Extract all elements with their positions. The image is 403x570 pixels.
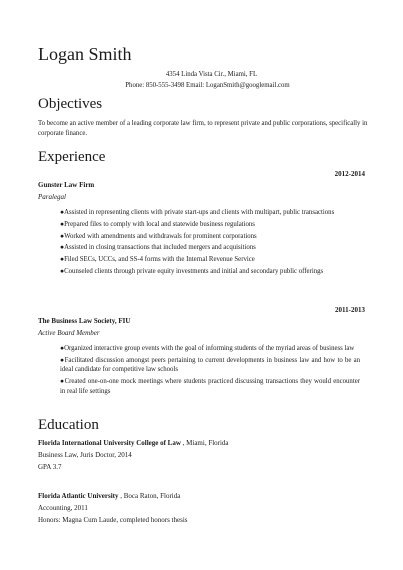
list-item <box>60 267 360 277</box>
bullet-text: Prepared files to comply with local and statewide business regulations <box>64 220 255 228</box>
job-date: 2011-2013 <box>335 306 365 314</box>
bullet-text: Facilitated discussion amongst peers pertaining to current developments in business law and how to be an ideal candidate for competitive law schools <box>60 356 361 374</box>
degree-line: Business Law, Juris Doctor, 2014 <box>38 451 132 459</box>
list-item <box>60 344 360 354</box>
bullet-text: Filed SECs, UCCs, and SS-4 forms with the Internal Revenue Service <box>64 256 255 264</box>
bullet-text: Organized interactive group events with the goal of informing students of the myriad areas of business law <box>64 345 355 352</box>
job-organization: Gunster Law Firm <box>38 181 95 189</box>
school-name: Florida Atlantic University <box>38 492 119 500</box>
candidate-name: Logan Smith <box>38 44 132 64</box>
bullet-text: Assisted in closing transactions that included mergers and acquisitions <box>64 244 256 252</box>
bullet-text: Counseled clients through private equity investments and initial and secondary public offerings <box>64 267 324 275</box>
school-location: , Boca Raton, Florida <box>118 492 181 500</box>
bullet-text: Worked with amendments and withdrawals for prominent corporations <box>64 232 257 240</box>
list-item <box>60 243 360 253</box>
experience-heading: Experience <box>38 149 106 165</box>
bullet-icon: ● <box>60 232 65 240</box>
bullet-icon: ● <box>60 220 65 228</box>
list-item <box>60 208 360 218</box>
gpa-line: GPA 3.7 <box>38 463 62 471</box>
phone-email-line: Phone: 850-555-3498 Email: LoganSmith@googlemail.com <box>125 82 290 89</box>
job-bullet-list <box>60 344 360 399</box>
education-school-line <box>38 491 180 501</box>
list-item <box>60 255 360 265</box>
job-role: Active Board Member <box>38 329 100 337</box>
education-school-line <box>38 438 229 448</box>
objectives-heading: Objectives <box>38 96 103 112</box>
school-name: Florida International University College of Law <box>38 439 181 447</box>
job-organization: The Business Law Society, FIU <box>38 317 131 325</box>
job-role: Paralegal <box>38 193 66 201</box>
bullet-icon: ● <box>60 209 65 216</box>
address-line: 4354 Linda Vista Cir., Miami, FL <box>165 71 258 78</box>
bullet-icon: ● <box>60 267 65 275</box>
job-bullet-list <box>60 208 360 279</box>
school-location: , Miami, Florida <box>180 439 229 447</box>
objectives-text: To become an active member of a leading corporate law firm, to represent private and public corporations, specifically in corporate finance. <box>38 120 368 137</box>
education-heading: Education <box>38 417 99 433</box>
bullet-icon: ● <box>60 356 65 364</box>
job-date: 2012-2014 <box>334 170 365 178</box>
bullet-icon: ● <box>60 244 65 252</box>
list-item <box>60 232 360 242</box>
honors-line: Honors: Magna Cum Laude, completed honors thesis <box>38 516 188 524</box>
bullet-text: Assisted in representing clients with private start-ups and clients with multipart, public transactions <box>64 209 335 216</box>
list-item <box>60 220 360 230</box>
bullet-icon: ● <box>60 256 65 264</box>
bullet-text: Created one-on-one mock meetings where students practiced discussing transactions they would encounter in real life settings <box>60 378 360 395</box>
bullet-icon: ● <box>60 378 65 386</box>
bullet-icon: ● <box>60 345 65 352</box>
list-item <box>60 356 360 375</box>
list-item <box>60 377 360 396</box>
degree-line: Accounting, 2011 <box>38 504 88 512</box>
